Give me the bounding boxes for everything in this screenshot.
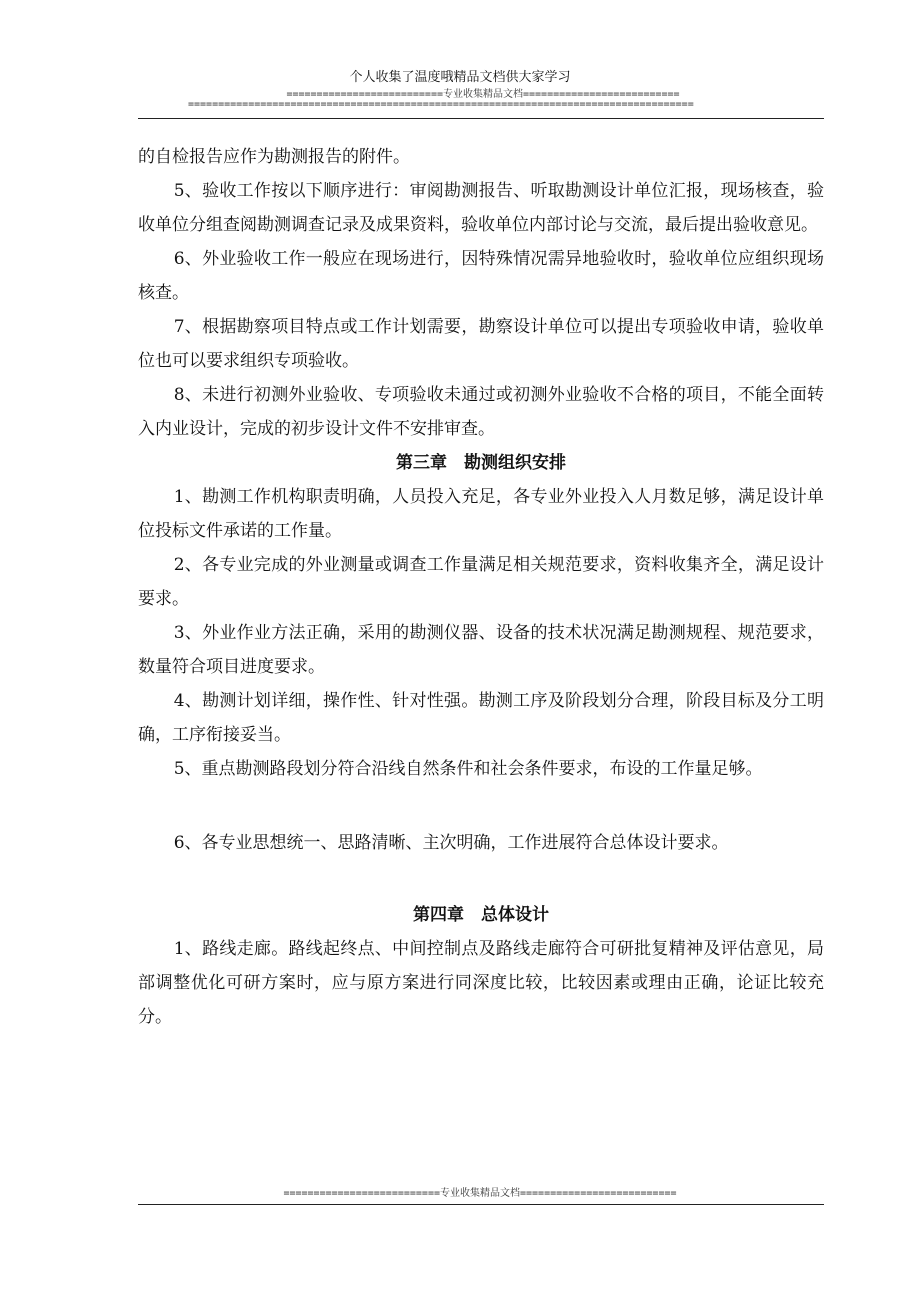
header-rule-bottom: ==================================================================================== bbox=[188, 99, 694, 110]
header-rule-top: ==========================专业收集精品文档========================== bbox=[286, 89, 680, 100]
blank-line bbox=[138, 860, 824, 898]
chapter-4-heading: 第四章 总体设计 bbox=[413, 905, 549, 925]
paragraph-item-6: 6、外业验收工作一般应在现场进行，因特殊情况需异地验收时，验收单位应组织现场核查。 bbox=[138, 249, 824, 303]
paragraph-item-7: 7、根据勘察项目特点或工作计划需要，勘察设计单位可以提出专项验收申请，验收单位也可以要求组织专项验收。 bbox=[138, 317, 824, 371]
paragraph-continued: 的自检报告应作为勘测报告的附件。 bbox=[138, 147, 410, 167]
chapter-3-item-1: 1、勘测工作机构职责明确，人员投入充足，各专业外业投入人月数足够，满足设计单位投标文件承诺的工作量。 bbox=[138, 487, 824, 541]
chapter-3-item-2: 2、各专业完成的外业测量或调查工作量满足相关规范要求，资料收集齐全，满足设计要求。 bbox=[138, 555, 824, 609]
paragraph-item-5: 5、验收工作按以下顺序进行：审阅勘测报告、听取勘测设计单位汇报，现场核查，验收单位分组查阅勘测调查记录及成果资料，验收单位内部讨论与交流，最后提出验收意见。 bbox=[138, 181, 824, 235]
header-title: 个人收集了温度哦精品文档供大家学习 bbox=[349, 70, 571, 85]
chapter-4-item-1: 1、路线走廊。路线起终点、中间控制点及路线走廊符合可研批复精神及评估意见，局部调整优化可研方案时，应与原方案进行同深度比较，比较因素或理由正确，论证比较充分。 bbox=[138, 939, 824, 1027]
chapter-3-item-3: 3、外业作业方法正确，采用的勘测仪器、设备的技术状况满足勘测规程、规范要求，数量符合项目进度要求。 bbox=[138, 623, 824, 677]
header-divider bbox=[138, 118, 824, 119]
chapter-3-heading: 第三章 勘测组织安排 bbox=[396, 453, 566, 473]
chapter-3-item-6: 6、各专业思想统一、思路清晰、主次明确，工作进展符合总体设计要求。 bbox=[173, 833, 729, 853]
paragraph-item-8: 8、未进行初测外业验收、专项验收未通过或初测外业验收不合格的项目，不能全面转入内业设计，完成的初步设计文件不安排审查。 bbox=[138, 385, 824, 439]
footer-divider bbox=[138, 1204, 824, 1205]
chapter-3-item-5: 5、重点勘测路段划分符合沿线自然条件和社会条件要求，布设的工作量足够。 bbox=[173, 759, 763, 779]
document-body bbox=[138, 140, 824, 1034]
blank-line bbox=[138, 786, 824, 826]
footer-rule: ==========================专业收集精品文档========================== bbox=[283, 1188, 677, 1199]
chapter-3-item-4: 4、勘测计划详细，操作性、针对性强。勘测工序及阶段划分合理，阶段目标及分工明确，工序衔接妥当。 bbox=[138, 691, 824, 745]
